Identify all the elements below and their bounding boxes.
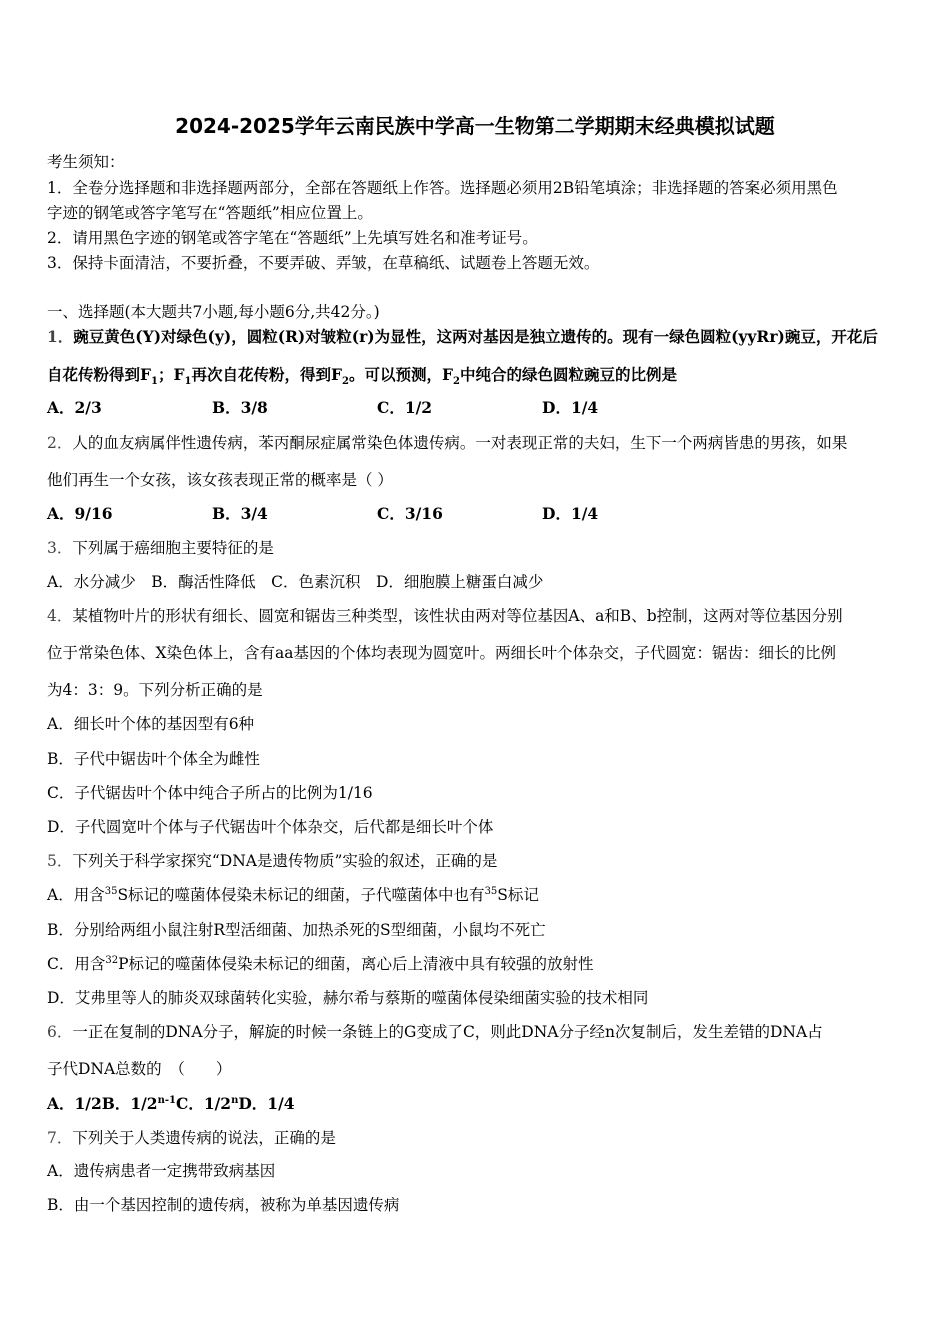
question-number: 2． bbox=[47, 434, 73, 452]
question-2 bbox=[47, 433, 847, 453]
question-text: 某植物叶片的形状有细长、圆宽和锯齿三种类型，该性状由两对等位基因A、a和B、b控制，这两对等位基因分别 bbox=[72, 607, 843, 625]
question-1-cont bbox=[47, 365, 677, 388]
option-a[interactable]: A．细长叶个体的基因型有6种 bbox=[47, 715, 255, 733]
text-span: A．1/2B．1/2 bbox=[47, 1094, 158, 1113]
option-b[interactable]: B．3/4 bbox=[212, 504, 268, 523]
question-5 bbox=[47, 851, 497, 871]
option-b[interactable]: B．由一个基因控制的遗传病，被称为单基因遗传病 bbox=[47, 1196, 400, 1214]
question-6 bbox=[47, 1022, 823, 1042]
question-text: 下列关于人类遗传病的说法，正确的是 bbox=[72, 1129, 336, 1147]
superscript: 35 bbox=[484, 885, 498, 897]
question-text: 下列关于科学家探究“DNA是遗传物质”实验的叙述，正确的是 bbox=[72, 852, 498, 870]
question-6-cont: 子代DNA总数的 （ ） bbox=[47, 1060, 232, 1078]
notice-item-2: 2．请用黑色字迹的钢笔或答字笔在“答题纸”上先填写姓名和准考证号。 bbox=[47, 229, 538, 247]
option-d[interactable]: D．1/4 bbox=[542, 504, 599, 523]
text-span: 。可以预测，F bbox=[348, 365, 453, 384]
option-d[interactable]: D．1/4 bbox=[542, 398, 599, 417]
text-span: 中纯合的绿色圆粒豌豆的比例是 bbox=[459, 365, 677, 384]
question-4-cont: 为4：3：9。下列分析正确的是 bbox=[47, 681, 263, 699]
option-a[interactable] bbox=[47, 885, 539, 905]
question-number: 1． bbox=[47, 327, 74, 346]
subscript: 1 bbox=[151, 376, 158, 388]
superscript: n-1 bbox=[157, 1094, 176, 1106]
question-number: 5． bbox=[47, 852, 73, 870]
notice-item-1-cont: 字迹的钢笔或答字笔写在“答题纸”相应位置上。 bbox=[47, 204, 373, 222]
option-a[interactable]: A．9/16 bbox=[47, 504, 113, 523]
question-6-options[interactable] bbox=[47, 1094, 295, 1114]
text-span: C．用含 bbox=[47, 955, 106, 973]
option-a[interactable]: A．遗传病患者一定携带致病基因 bbox=[47, 1162, 276, 1180]
text-span: ；F bbox=[157, 365, 185, 384]
question-text: 豌豆黄色(Y)对绿色(y)，圆粒(R)对皱粒(r)为显性，这两对基因是独立遗传的。现有一绿色圆粒(yyRr)豌豆，开花后 bbox=[73, 327, 878, 346]
question-7 bbox=[47, 1128, 336, 1148]
option-b[interactable]: B．分别给两组小鼠注射R型活细菌、加热杀死的S型细菌，小鼠均不死亡 bbox=[47, 921, 546, 939]
subscript: 2 bbox=[452, 376, 460, 388]
question-text: 人的血友病属伴性遗传病，苯丙酮尿症属常染色体遗传病。一对表现正常的夫妇，生下一个两病皆患的男孩，如果 bbox=[72, 434, 848, 452]
question-4-cont: 位于常染色体、X染色体上，含有aa基因的个体均表现为圆宽叶。两细长叶个体杂交，子代圆宽：锯齿：细长的比例 bbox=[47, 644, 837, 662]
notice-item-3: 3．保持卡面清洁，不要折叠，不要弄破、弄皱，在草稿纸、试题卷上答题无效。 bbox=[47, 254, 600, 272]
question-text: 一正在复制的DNA分子，解旋的时候一条链上的G变成了C，则此DNA分子经n次复制后，发生差错的DNA占 bbox=[72, 1023, 823, 1041]
text-span: D．1/4 bbox=[238, 1094, 295, 1113]
question-1-options bbox=[47, 398, 707, 418]
option-c[interactable]: C．3/16 bbox=[377, 504, 443, 523]
section-heading: 一、选择题(本大题共7小题,每小题6分,共42分。) bbox=[47, 303, 380, 321]
question-3-options[interactable]: A．水分减少 B．酶活性降低 C．色素沉积 D．细胞膜上糖蛋白减少 bbox=[47, 573, 544, 591]
option-a[interactable]: A．2/3 bbox=[47, 398, 102, 417]
text-span: A．用含 bbox=[47, 886, 105, 904]
option-d[interactable]: D．子代圆宽叶个体与子代锯齿叶个体杂交，后代都是细长叶个体 bbox=[47, 818, 494, 836]
text-span: 再次自花传粉，得到F bbox=[191, 365, 342, 384]
text-span: P标记的噬菌体侵染未标记的细菌，离心后上清液中具有较强的放射性 bbox=[118, 955, 594, 973]
option-b[interactable]: B．3/8 bbox=[212, 398, 268, 417]
question-2-cont: 他们再生一个女孩，该女孩表现正常的概率是（ ） bbox=[47, 471, 393, 489]
option-c[interactable] bbox=[47, 954, 594, 974]
page-title: 2024-2025学年云南民族中学高一生物第二学期期末经典模拟试题 bbox=[175, 114, 775, 138]
question-3 bbox=[47, 538, 274, 558]
question-number: 6． bbox=[47, 1023, 73, 1041]
question-number: 7． bbox=[47, 1129, 73, 1147]
notice-heading: 考生须知： bbox=[47, 153, 125, 171]
question-number: 4． bbox=[47, 607, 73, 625]
text-span: 自花传粉得到F bbox=[47, 365, 152, 384]
text-span: S标记 bbox=[497, 886, 539, 904]
superscript: 35 bbox=[104, 885, 118, 897]
option-c[interactable]: C．子代锯齿叶个体中纯合子所占的比例为1/16 bbox=[47, 784, 373, 802]
option-b[interactable]: B．子代中锯齿叶个体全为雌性 bbox=[47, 750, 260, 768]
text-span: C．1/2 bbox=[175, 1094, 232, 1113]
subscript: 1 bbox=[184, 376, 192, 388]
subscript: 2 bbox=[341, 376, 349, 388]
question-text: 下列属于癌细胞主要特征的是 bbox=[72, 539, 274, 557]
question-2-options bbox=[47, 504, 707, 524]
question-4 bbox=[47, 606, 843, 626]
text-span: S标记的噬菌体侵染未标记的细菌，子代噬菌体中也有 bbox=[117, 886, 485, 904]
option-d[interactable]: D．艾弗里等人的肺炎双球菌转化实验，赫尔希与蔡斯的噬菌体侵染细菌实验的技术相同 bbox=[47, 989, 649, 1007]
superscript: 32 bbox=[105, 954, 119, 966]
option-c[interactable]: C．1/2 bbox=[377, 398, 433, 417]
notice-item-1: 1．全卷分选择题和非选择题两部分，全部在答题纸上作答。选择题必须用2B铅笔填涂；非选择题的答案必须用黑色 bbox=[47, 179, 838, 197]
superscript: n bbox=[231, 1094, 239, 1106]
question-1 bbox=[47, 327, 878, 347]
question-number: 3． bbox=[47, 539, 73, 557]
